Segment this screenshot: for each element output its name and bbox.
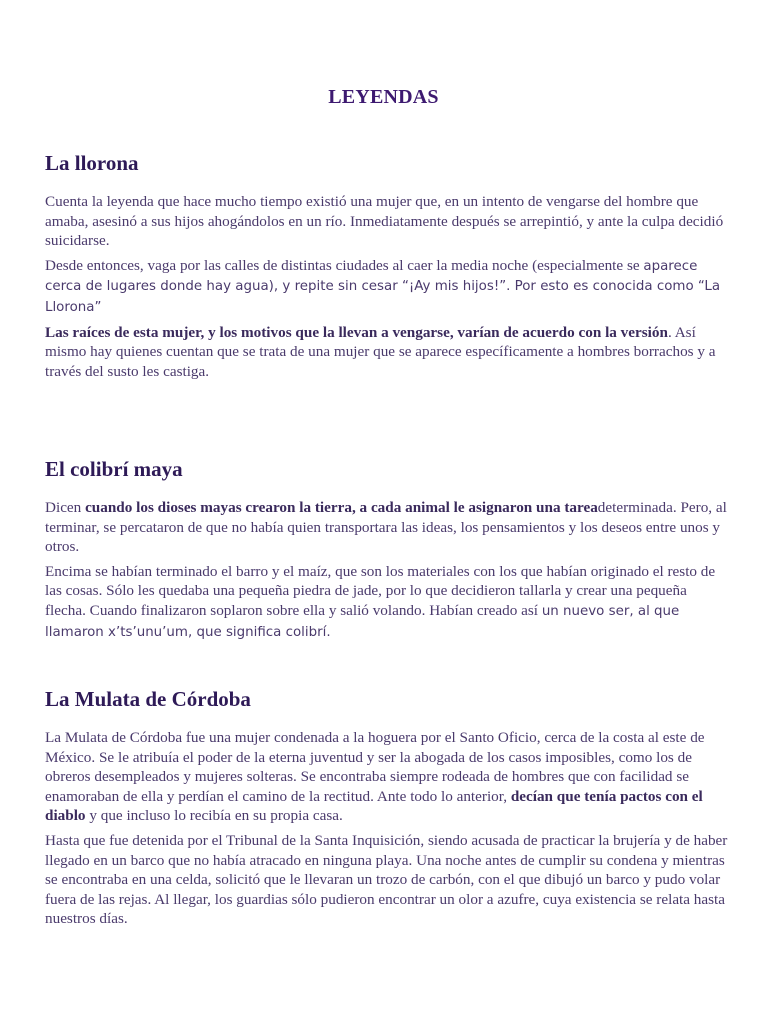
paragraph [45,728,730,826]
paragraph-text-sans: aparece cerca de lugares donde hay agua), y repite sin cesar “¡Ay mis hijos!”. Por esto es conocida como “La Llorona” [45,258,721,315]
paragraph-text: . Así mismo hay quienes cuentan que se trata de una mujer que se aparece específicamente a hombres borrachos y a través del susto les castiga. [45,323,716,380]
paragraph [45,323,730,382]
paragraph-text: Encima se habían terminado el barro y el maíz, que son los materiales con los que habían originado el resto de las cosas. Sólo les quedaba una pequeña piedra de jade, por lo que decidieron tallarla y crear una pequeña flecha. Cuando finalizaron soplaron sobre ella y salió volando. Habían creado así [45,562,716,619]
paragraph-text: Dicen [45,499,86,516]
bold-text: decían que tenía pactos con el diablo [45,787,703,825]
paragraph-text: Desde entonces, vaga por las calles de distintas ciudades al caer la media noche (especialmente se [45,256,640,274]
bold-text: Las raíces de esta mujer, y los motivos que la llevan a vengarse, varían de acuerdo con la versión [45,323,668,341]
paragraph [45,498,730,557]
section-la-llorona [45,150,730,381]
paragraph-text-sans: un nuevo ser, al que llamaron x’ts’unu’um, que significa colibrí. [45,603,680,640]
paragraph: Hasta que fue detenida por el Tribunal de la Santa Inquisición, siendo acusada de practicar la brujería y de haber llegado en un barco que no había atracado en ninguna playa. Una noche antes de cumplir su condena y mientras se encontraba en una celda, solicitó que le llevaran un trozo de carbón, con el que dibujó un barco y pudo volar fuera de las rejas. Al llegar, los guardias sólo pudieron encontrar un olor a azufre, cuya existencia se relata hasta nuestros días. [45,831,728,928]
bold-text: cuando los dioses mayas crearon la tierra, a cada animal le asignaron una tarea [85,499,598,516]
section-el-colibri-maya [45,456,730,642]
document-title: LEYENDAS [328,86,439,108]
paragraph-text: determinada. Pero, al terminar, se percataron de que no había quien transportara las ideas, los pensamientos y los deseos entre unos y otros. [45,499,727,556]
paragraph [45,256,730,318]
section-title: La llorona [45,151,139,175]
section-title: El colibrí maya [45,457,183,481]
section-la-mulata-de-cordoba [45,686,730,929]
paragraph-text: La Mulata de Córdoba fue una mujer condenada a la hoguera por el Santo Oficio, cerca de la costa al este de México. Se le atribuía el poder de la eterna juventud y ser la abogada de los casos imposibles, como los de obreros desempleados y mujeres solteras. Se encontraba siempre rodeada de hombres que con facilidad se enamoraban de ella y perdían el camino de la rectitud. Ante todo lo anterior, [45,729,705,805]
paragraph [45,562,730,642]
section-title: La Mulata de Córdoba [45,687,251,711]
paragraph: Cuenta la leyenda que hace mucho tiempo existió una mujer que, en un intento de vengarse del hombre que amaba, asesinó a sus hijos ahogándolos en un río. Inmediatamente después se arrepintió, y ante la culpa decidió suicidarse. [45,193,724,250]
paragraph-text: y que incluso lo recibía en su propia casa. [85,807,343,825]
